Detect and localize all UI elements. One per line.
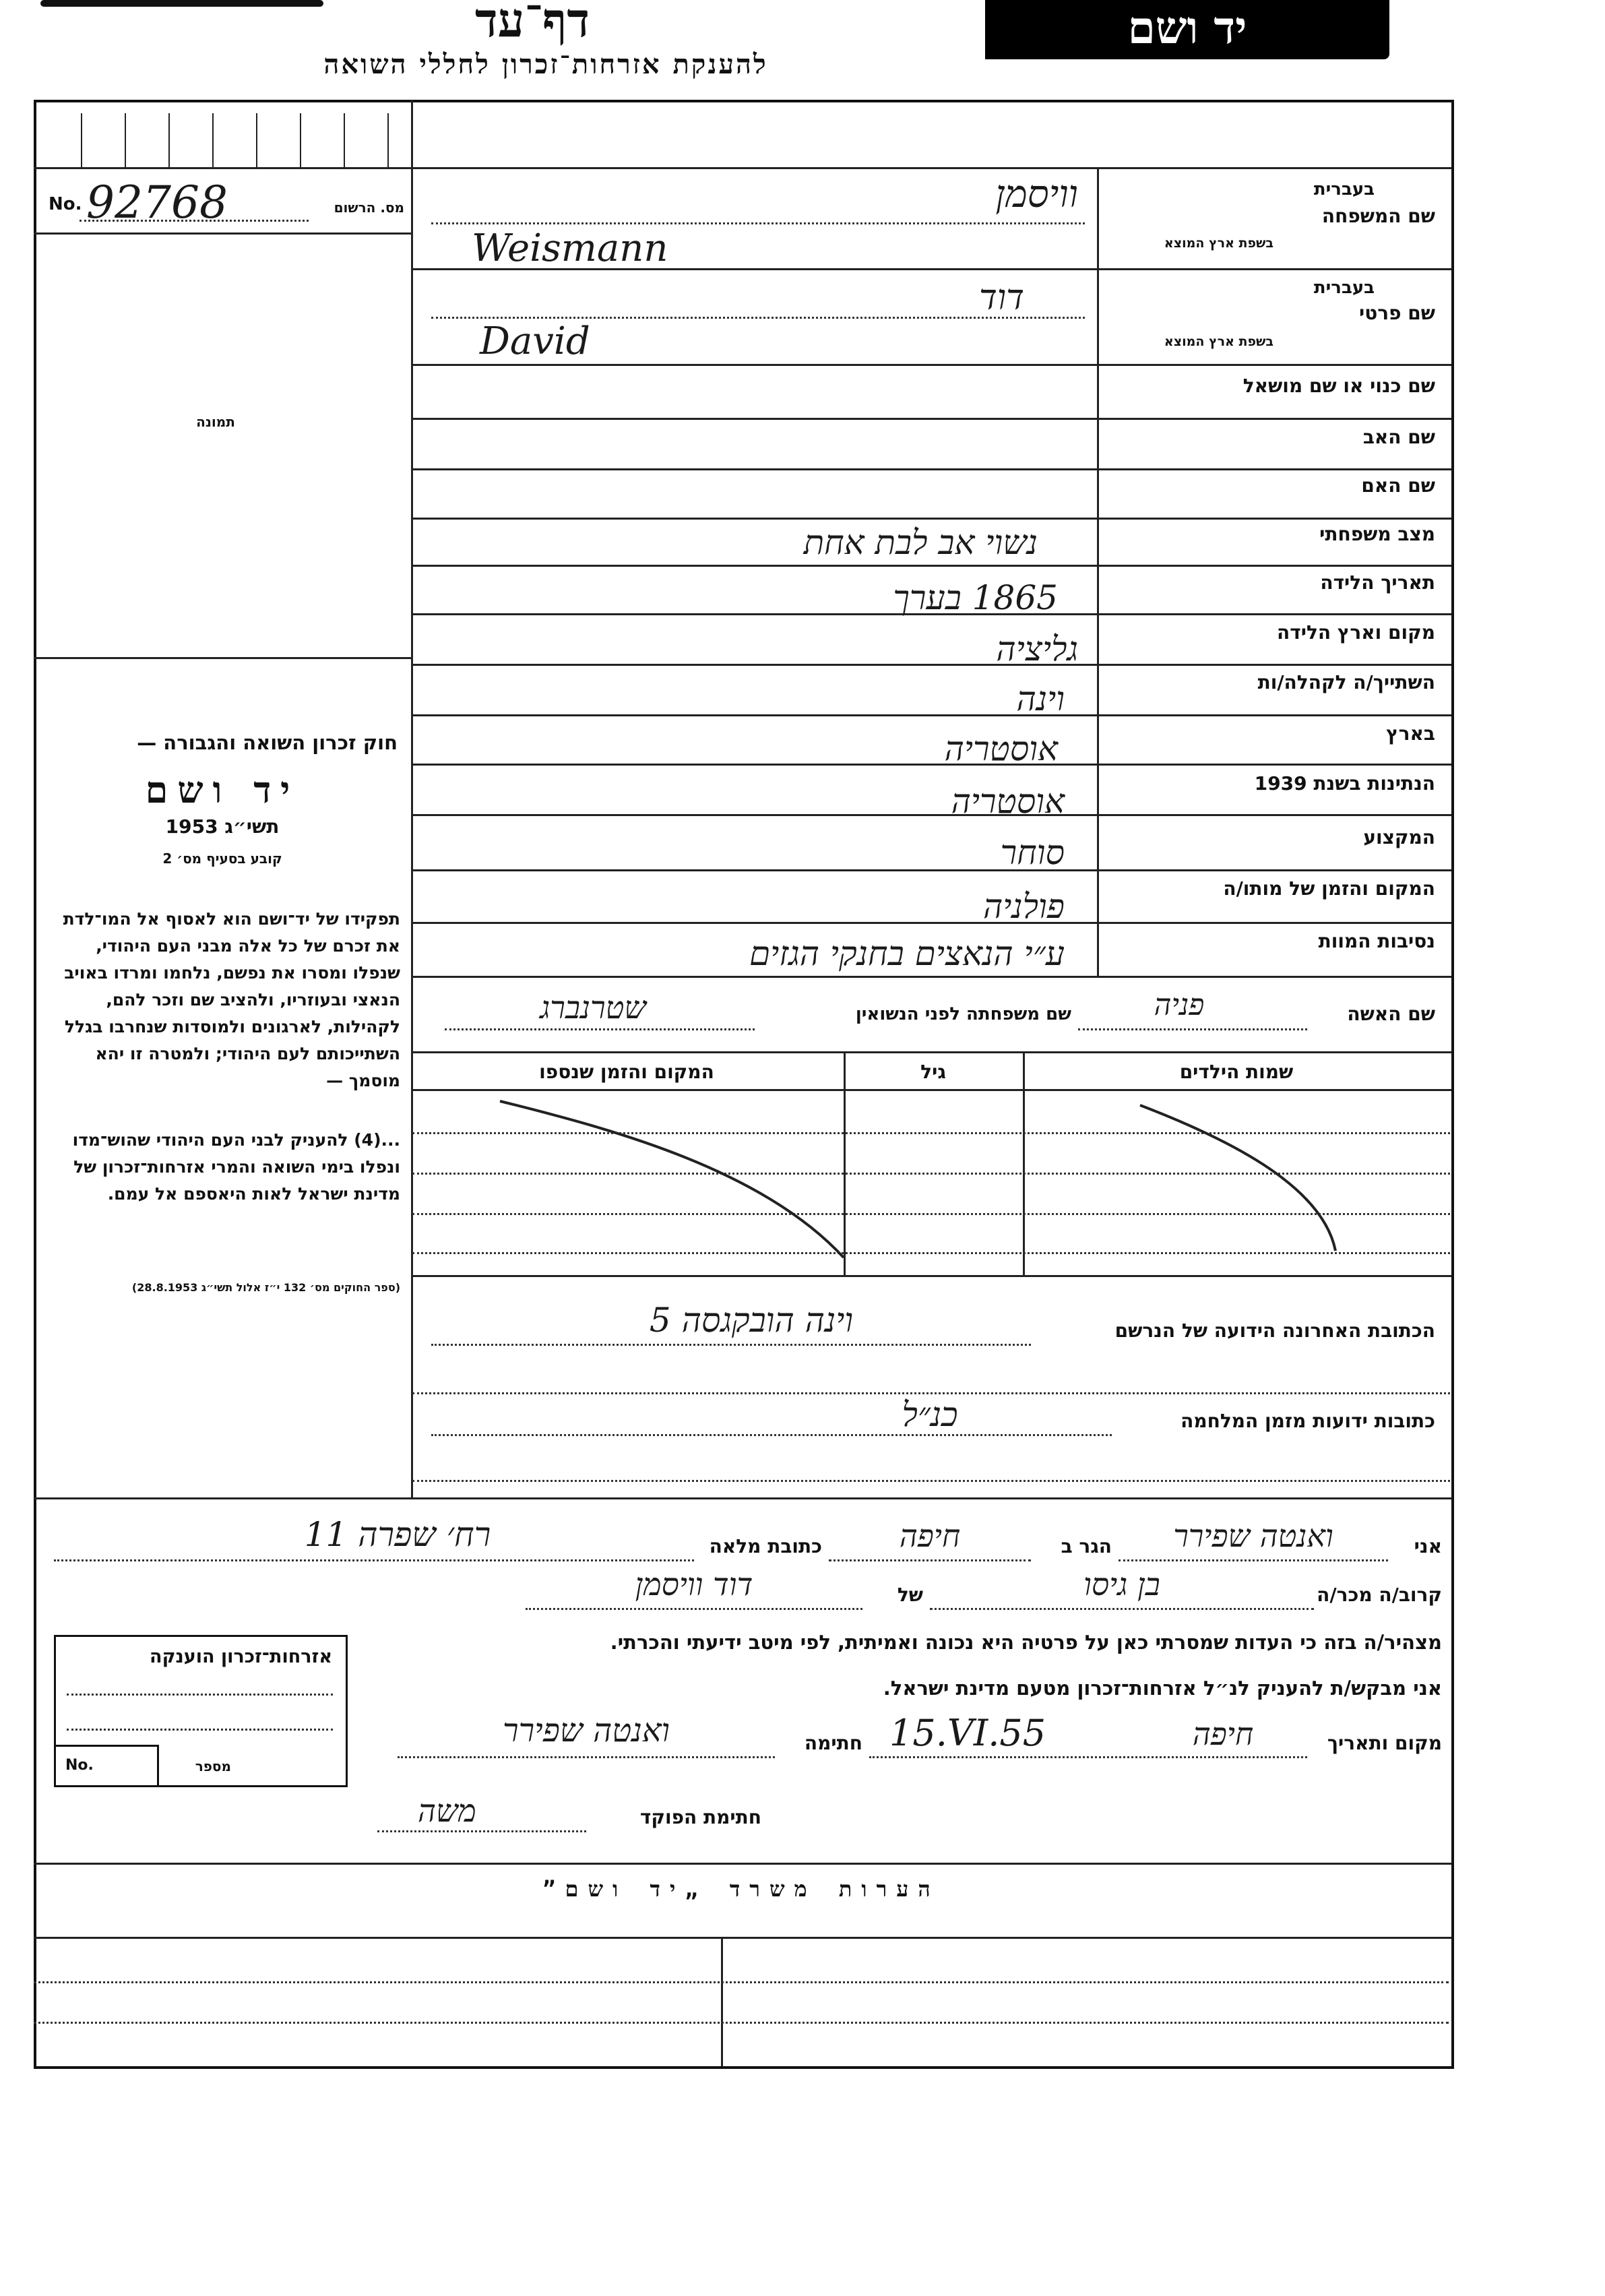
law-title: חוק זכרון השואה והגבורה — [137,731,398,754]
given-name-label: שם פרטי [1358,302,1435,324]
signature-dots [398,1756,775,1758]
wife-maiden-label: שם משפחתה לפני הנשואין [855,1004,1071,1024]
relative-label: קרוב/ה מכר/ה [1317,1584,1442,1606]
of-name-value[interactable]: דוד וויסמן [635,1566,753,1603]
citizenship-1939-value[interactable]: אוסטריה [951,782,1065,821]
row-line-2 [412,364,1451,366]
family-name-dots [431,222,1085,224]
wartime-address-dots-2 [412,1480,1450,1482]
left-column-divider [411,100,413,1498]
date-value[interactable]: 15.VI.55 [889,1712,1046,1754]
family-name-origin-value[interactable]: Weismann [472,226,668,270]
mother-name-label: שם האם [1361,474,1435,497]
place-date-dots [869,1756,1307,1758]
declarant-resides-label: הגר ב [1061,1535,1112,1557]
row-line-3 [412,418,1451,420]
citizenship-1939-label: הנתינות בשנת 1939 [1254,772,1435,795]
citizenship-box-line-1 [67,1694,333,1696]
wife-label: שם האשה [1347,1003,1435,1025]
country-label: בארץ [1386,722,1435,745]
last-address-dots [431,1344,1031,1346]
declarant-address-value[interactable]: רח׳ שפרה 11 [304,1515,491,1554]
row-line-6 [412,565,1451,567]
declarant-name-dots [1119,1559,1388,1561]
law-year-number: 1953 [165,815,218,838]
children-table-bottom [412,1275,1451,1277]
office-notes-line-2 [34,2022,1449,2024]
wife-dots [1078,1028,1307,1030]
registration-row-bottom [34,232,412,235]
occupation-label: המקצוע [1363,826,1435,848]
office-notes-line-1 [34,1981,1449,1983]
declarant-city-dots [829,1559,1031,1561]
officer-signature-dots [377,1830,586,1832]
given-name-sub-origin: בשפת ארץ המוצא [1164,334,1273,349]
declarant-ani-label: אני [1414,1535,1442,1557]
last-address-value[interactable]: וינה הובקגסה 5 [649,1301,854,1340]
father-name-label: שם האב [1362,426,1435,448]
last-address-dots-2 [412,1392,1450,1394]
addresses-bottom [34,1497,1451,1499]
of-label: של [897,1584,923,1606]
signature-value[interactable]: ואנטה שפירר [503,1712,670,1749]
officer-signature-label: חתימת הפוקד [639,1806,761,1828]
registration-no-prefix: No. [49,194,82,214]
declarant-full-address-label: כתובת מלאה [709,1535,822,1557]
header-scribble [40,0,323,7]
marital-status-value[interactable]: נשוי אב לבת אחת [803,523,1038,562]
photo-label: תמונה [196,414,235,430]
last-address-label: הכתובת האחרונה הידועה של הנרשם [1114,1320,1435,1342]
wife-row-bottom [412,1051,1451,1053]
wartime-address-dots [431,1434,1112,1436]
form-title: דף־עד [474,0,590,48]
wartime-address-value[interactable]: כנ״ל [902,1395,958,1434]
row-line-4 [412,468,1451,470]
registration-number: 92768 [86,177,228,228]
birth-date-value[interactable]: 1865 בערך [893,578,1058,617]
strike-names [1140,1105,1335,1251]
community-value[interactable]: וינה [1016,679,1065,718]
signature-label: חתימה [804,1732,862,1754]
logo-text: יד ושם [1127,1,1247,54]
death-place-time-label: המקום והזמן של מותו/ה [1223,877,1435,900]
death-circumstances-value[interactable]: ע״י הנאצים בחנקי הגזים [749,934,1065,973]
form-subtitle: להענקת אזרחות־זכרון לחללי השואה [323,49,768,80]
occupation-value[interactable]: סוחר [1000,833,1065,872]
office-notes-title-bottom [34,1937,1451,1939]
law-year [47,815,398,838]
strike-place-time [500,1101,844,1258]
citizenship-granted-title: אזרחות־זכרון הוענקה [150,1646,332,1667]
law-text-clause4: ...(4) להעניק לבני העם היהודי שהוש־מדו ונפלו בימי השואה והמרי אזרחות־זכרון של מדינת ישראל לאות היאספם אל עמם. [72,1130,400,1204]
of-name-dots [526,1608,862,1610]
citizenship-box-line-2 [67,1729,333,1731]
law-clause: קובע בסעיף מס׳ 2 [162,850,282,867]
citizenship-granted-box [54,1635,348,1787]
death-place-time-value[interactable]: פולניה [982,887,1065,926]
given-name-sub-hebrew: בעברית [1313,278,1375,298]
wartime-address-label: כתובות ידועות מזמן המלחמה [1181,1410,1435,1432]
family-name-sub-hebrew: בעברית [1313,179,1375,199]
office-notes-divider [721,1938,723,2066]
top-strip-bottom [34,167,1451,169]
community-label: השתייך/ה לקהלה/ות [1257,671,1435,693]
relative-value[interactable]: בן גיסו [1083,1566,1160,1603]
children-strike-marks [412,1089,1451,1275]
birth-place-value[interactable]: גליציה [996,629,1078,669]
law-name: יד ושם [145,768,300,811]
given-name-hebrew-value[interactable]: דוד [979,278,1024,318]
yad-vashem-logo [985,0,1389,59]
declaration-text: מצהיר/ה בזה כי העדות שמסרתי כאן על פרטיה היא נכונה ואמיתית, לפי מיטב ידיעתי והכרתי. [610,1631,1442,1654]
children-header-names: שמות הילדים [1179,1061,1294,1083]
death-circumstances-label: נסיבות המוות [1318,930,1435,952]
request-text: אני מבקש/ת להעניק לנ״ל אזרחות־זכרון מטעם מדינת ישראל. [883,1677,1442,1700]
label-column-divider [1097,167,1099,976]
officer-signature-value[interactable]: משה [418,1793,476,1829]
relative-dots [930,1608,1314,1610]
family-name-sub-origin: בשפת ארץ המוצא [1164,236,1273,251]
office-notes-top [34,1863,1451,1865]
law-year-hebrew: תשי״ג [224,815,280,838]
row-line-5 [412,518,1451,520]
row-line-14 [412,976,1451,978]
declarant-address-dots [54,1559,694,1561]
law-citation: (ספר החוקים מס׳ 132 י״ז אלול תשי״ג 28.8.1953) [131,1281,400,1294]
office-notes-title: הערות משרד „יד ושם” [542,1876,940,1902]
alias-label: שם כנוי או שם מושאל [1242,375,1435,397]
law-text-main: תפקידו של יד־ושם הוא לאסוף אל המו־לדת את זכרם של כל אלה מבני העם היהודי, שנפלו ומסרו את נפשם, נלחמו ומרדו באויב הנאצי ובעוזריו, ולהציב שם וזכר להם, לקהילות, לארגונים ולמוסדות שנחרבו בגלל השתייכותם לעם היהודי; ולמטרה זו יהא מוסמך — [63,909,400,1090]
registration-label: מס. הרשום [334,199,404,216]
citizenship-box-number-label: מספר [195,1758,231,1774]
place-date-label: מקום ותאריך [1327,1732,1442,1754]
photo-box-bottom [34,657,412,659]
registration-dots [80,220,309,222]
declarant-name-value[interactable]: ואנטה שפירר [1173,1518,1333,1554]
birth-place-label: מקום וארץ הלידה [1277,621,1435,644]
country-value[interactable]: אוסטריה [944,729,1058,768]
birth-date-label: תאריך הלידה [1320,571,1435,594]
declarant-city-value[interactable]: חיפה [899,1518,961,1554]
children-header-age: גיל [920,1061,946,1083]
marital-status-label: מצב משפחתי [1319,523,1435,545]
family-name-hebrew-value[interactable]: וויסמן [995,173,1078,216]
given-name-origin-value[interactable]: David [480,319,590,363]
wife-maiden-value[interactable]: שטרנברג [540,989,646,1026]
children-header-place-time: המקום והזמן שנספו [539,1061,714,1083]
wife-value[interactable]: פניה [1154,988,1205,1022]
place-value[interactable]: חיפה [1192,1716,1254,1752]
family-name-label: שם המשפחה [1321,205,1435,227]
citizenship-box-no-label: No. [65,1757,94,1774]
wife-maiden-dots [445,1028,755,1030]
